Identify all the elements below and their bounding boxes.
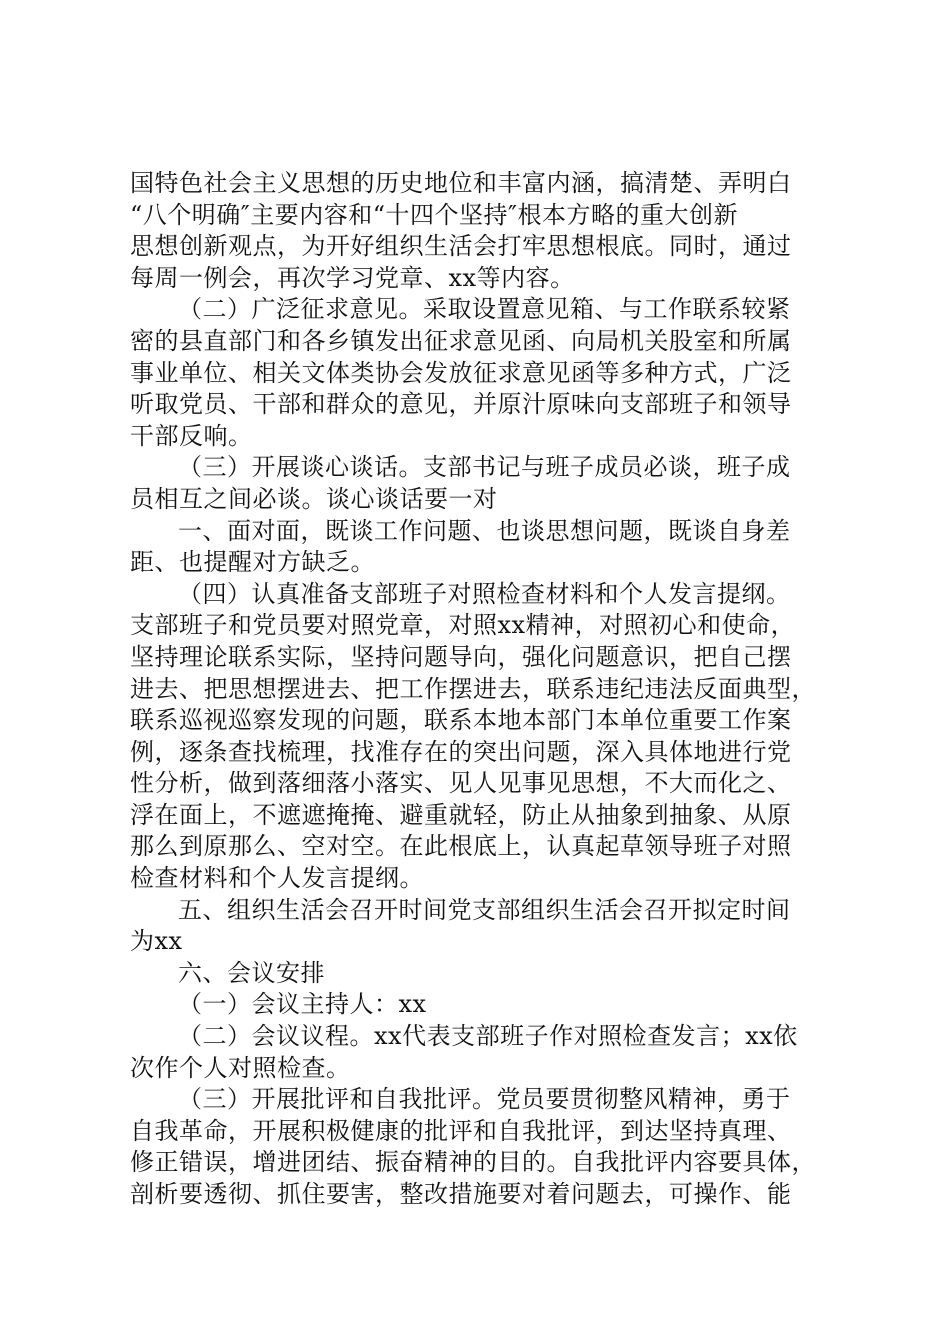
- text-line: （三）开展谈心谈话。支部书记与班子成员必谈，班子成: [178, 453, 791, 482]
- text-line: （二）广泛征求意见。采取设置意见箱、与工作联系较紧: [178, 295, 791, 324]
- document-page: [130, 168, 830, 1211]
- text-line: （二）会议议程。xx代表支部班子作对照检查发言；xx依: [178, 1022, 798, 1051]
- text-line: 为xx: [130, 927, 183, 956]
- text-line: 距、也提醒对方缺乏。: [130, 548, 375, 577]
- text-line: 那么到原那么、空对空。在此根底上，认真起草领导班子对照: [130, 832, 792, 861]
- text-line: 一、面对面，既谈工作问题、也谈思想问题，既谈自身差: [178, 516, 791, 545]
- text-line: 修正错误，增进团结、振奋精神的目的。自我批评内容要具体，: [130, 1148, 816, 1177]
- text-line: 听取党员、干部和群众的意见，并原汁原味向支部班子和领导: [130, 390, 792, 419]
- text-line: 联系巡视巡察发现的问题，联系本地本部门本单位重要工作案: [130, 706, 792, 735]
- text-line: “八个明确″主要内容和“十四个坚持″根本方略的重大创新: [130, 200, 738, 229]
- text-line: 性分析，做到落细落小落实、见人见事见思想，不大而化之、: [130, 769, 792, 798]
- text-line: 自我革命，开展积极健康的批评和自我批评，到达坚持真理、: [130, 1116, 792, 1145]
- text-line: 国特色社会主义思想的历史地位和丰富内涵，搞清楚、弄明白: [130, 169, 792, 197]
- text-line: 例，逐条查找梳理，找准存在的突出问题，深入具体地进行党: [130, 737, 792, 766]
- text-line: 进去、把思想摆进去、把工作摆进去，联系违纪违法反面典型，: [130, 674, 816, 703]
- text-line: 干部反响。: [130, 421, 253, 450]
- text-line: 检查材料和个人发言提纲。: [130, 864, 424, 893]
- text-line: 剖析要透彻、抓住要害，整改措施要对着问题去，可操作、能: [130, 1180, 792, 1208]
- text-line: 次作个人对照检查。: [130, 1053, 351, 1082]
- text-line: 六、会议安排: [178, 958, 325, 987]
- text-line: （四）认真准备支部班子对照检查材料和个人发言提纲。: [178, 579, 791, 608]
- text-line: 五、组织生活会召开时间党支部组织生活会召开拟定时间: [178, 895, 791, 924]
- text-line: 每周一例会，再次学习党章、xx等内容。: [130, 263, 575, 292]
- text-line: 思想创新观点，为开好组织生活会打牢思想根底。同时，通过: [130, 232, 792, 261]
- text-line: （三）开展批评和自我批评。党员要贯彻整风精神，勇于: [178, 1085, 791, 1114]
- text-line: 事业单位、相关文体类协会发放征求意见函等多种方式，广泛: [130, 358, 792, 387]
- text-line: （一）会议主持人：xx: [178, 990, 427, 1019]
- text-line: 浮在面上，不遮遮掩掩、避重就轻，防止从抽象到抽象、从原: [130, 800, 792, 829]
- text-line: 支部班子和党员要对照党章，对照xx精神，对照初心和使命，: [130, 611, 796, 640]
- text-line: 员相互之间必谈。谈心谈话要一对: [130, 484, 498, 513]
- text-line: 坚持理论联系实际，坚持问题导向，强化问题意识，把自己摆: [130, 642, 792, 671]
- text-line: 密的县直部门和各乡镇发出征求意见函、向局机关股室和所属: [130, 326, 792, 355]
